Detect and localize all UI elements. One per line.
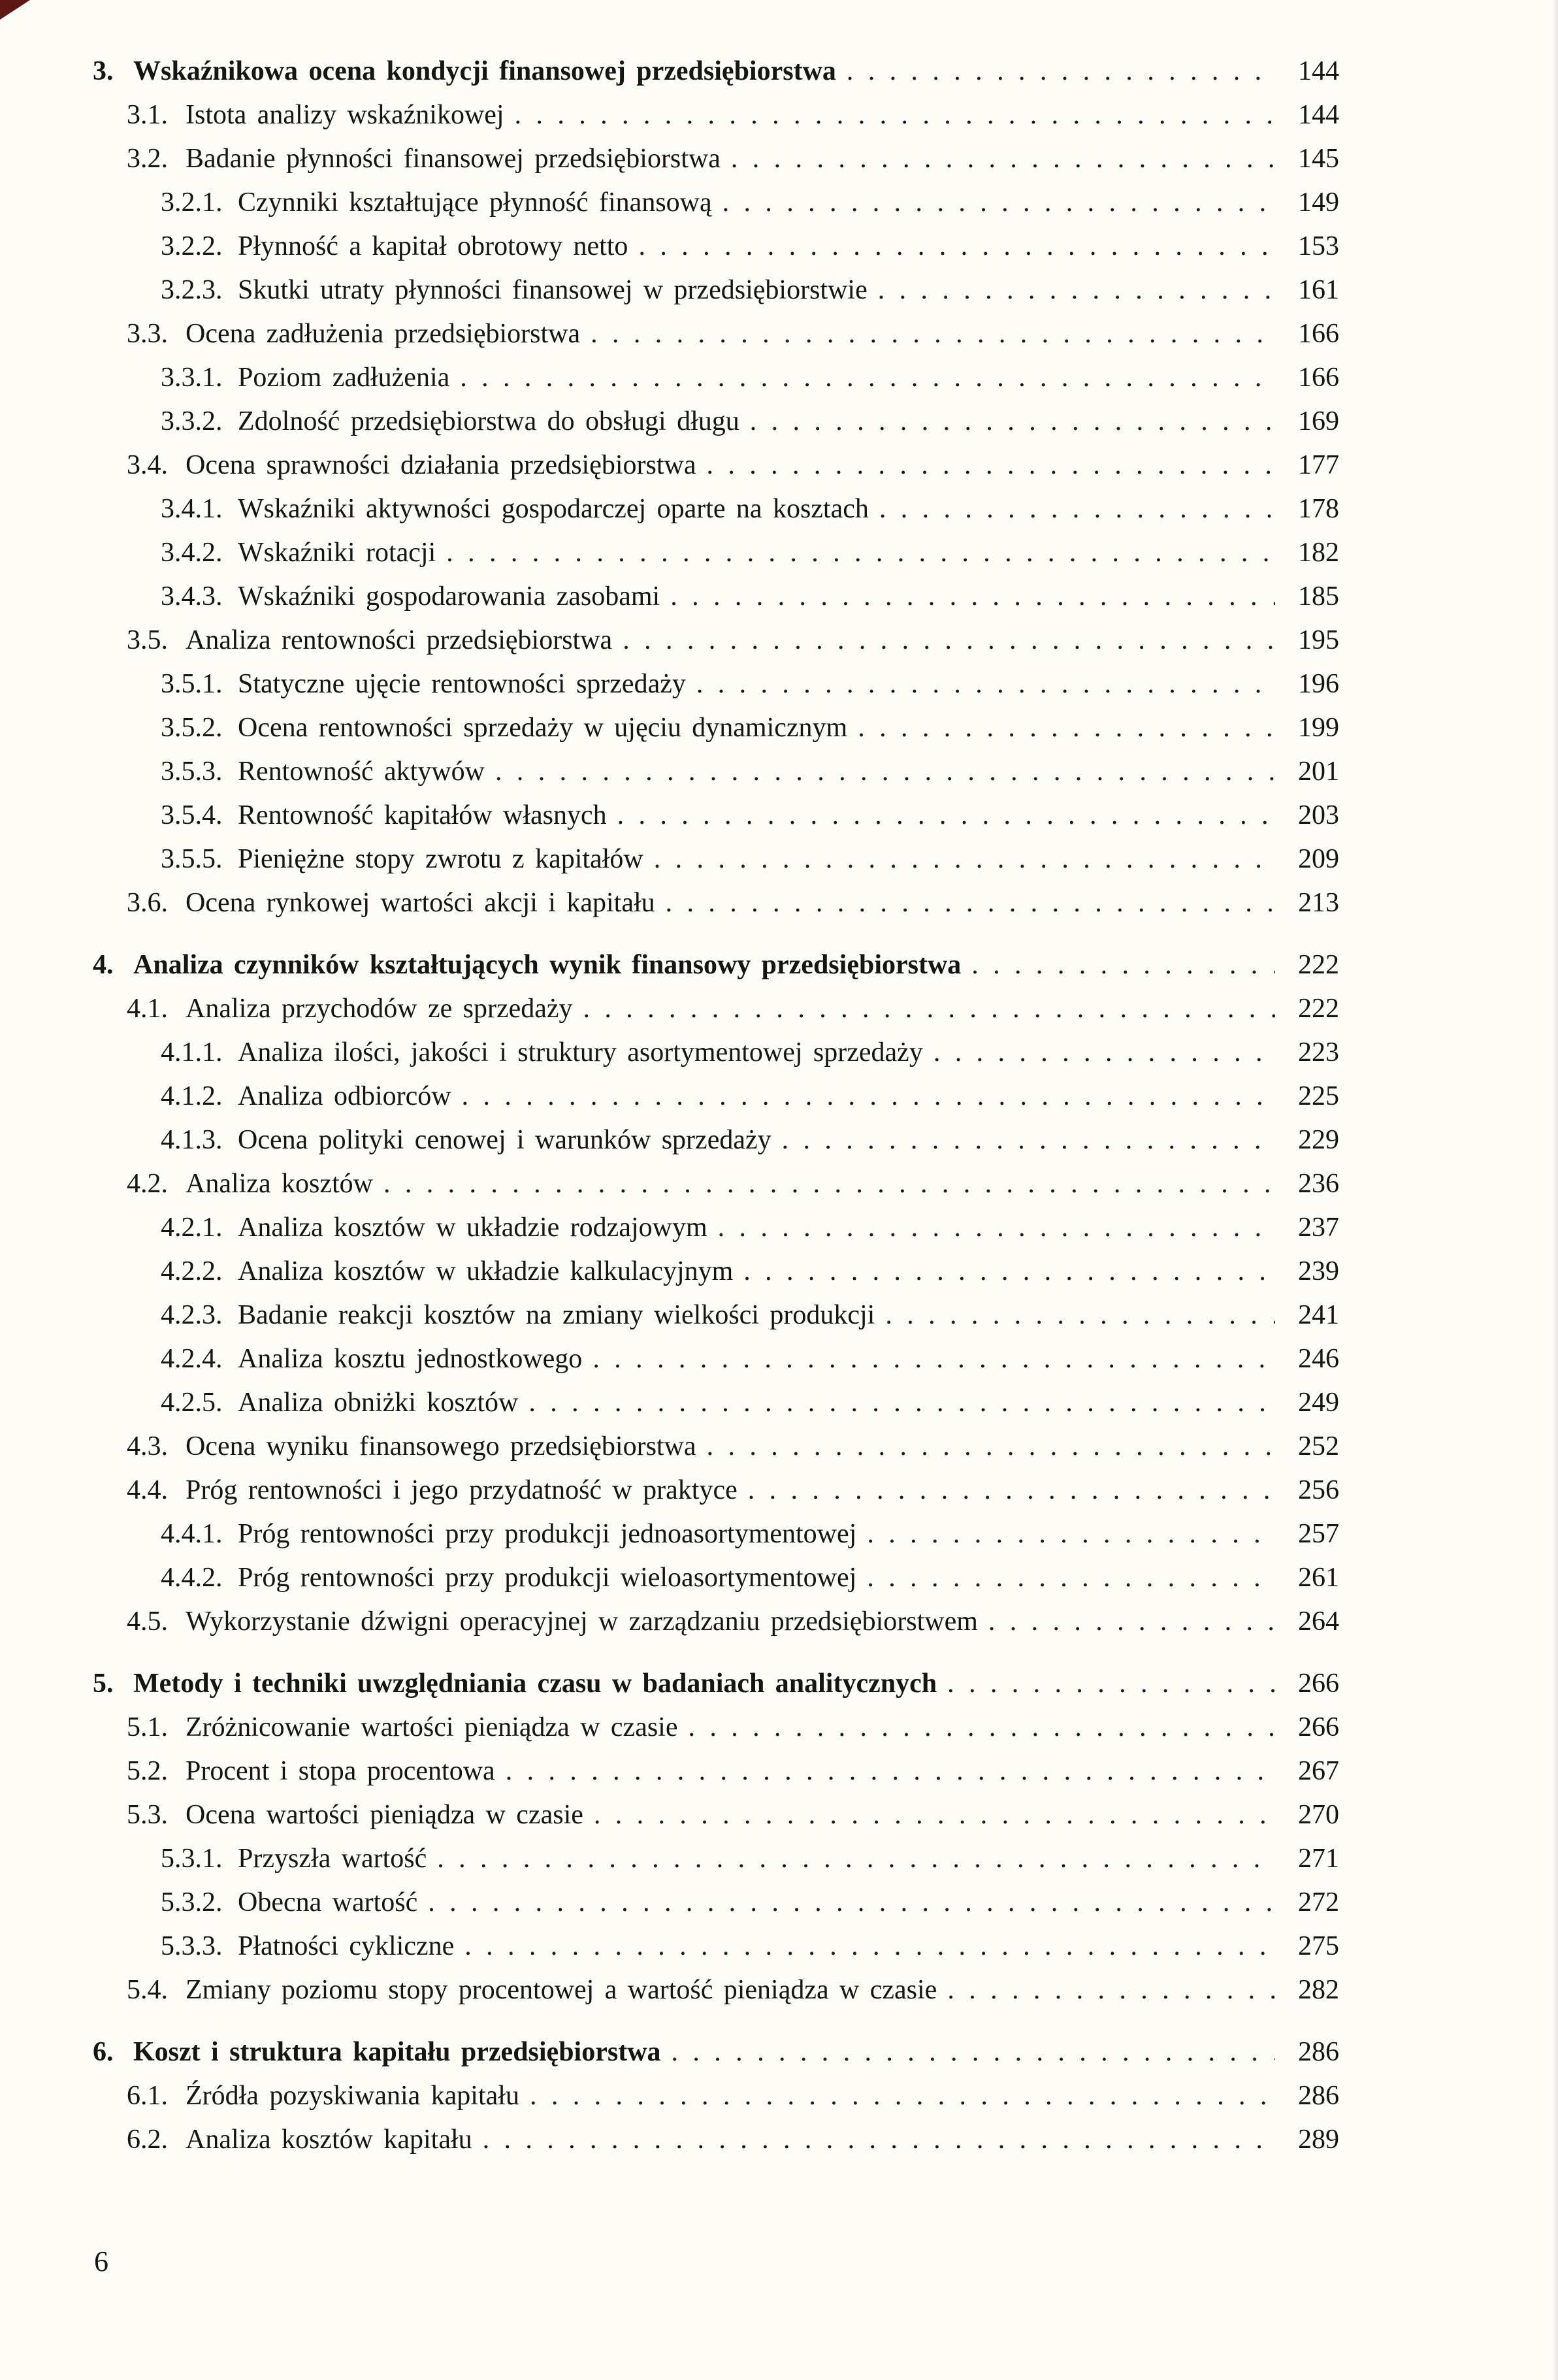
dot-leader bbox=[460, 356, 1275, 400]
dot-leader bbox=[947, 1662, 1275, 1706]
dot-leader bbox=[731, 137, 1275, 181]
entry-page: 222 bbox=[1298, 994, 1339, 1024]
entry-number: 4. bbox=[93, 950, 114, 980]
toc-entry bbox=[93, 1881, 1339, 1925]
entry-number: 4.4.1. bbox=[161, 1519, 223, 1549]
entry-page: 236 bbox=[1298, 1169, 1339, 1199]
entry-number: 4.3. bbox=[127, 1431, 168, 1461]
toc-entry bbox=[93, 794, 1339, 838]
toc-entry bbox=[93, 1968, 1339, 2012]
dot-leader bbox=[885, 1294, 1275, 1337]
entry-page: 195 bbox=[1298, 625, 1339, 655]
entry-page: 249 bbox=[1298, 1388, 1339, 1418]
entry-page: 185 bbox=[1298, 581, 1339, 611]
toc-entry bbox=[93, 1162, 1339, 1206]
entry-title: Metody i techniki uwzględniania czasu w badaniach analitycznych bbox=[133, 1669, 937, 1699]
dot-leader bbox=[672, 2030, 1275, 2074]
dot-leader bbox=[617, 794, 1275, 838]
toc-entry bbox=[93, 487, 1339, 531]
toc-entry bbox=[93, 1381, 1339, 1425]
entry-page: 257 bbox=[1298, 1519, 1339, 1549]
entry-page: 201 bbox=[1298, 757, 1339, 787]
entry-page: 229 bbox=[1298, 1125, 1339, 1155]
entry-title: Koszt i struktura kapitału przedsiębiorstwa bbox=[133, 2037, 661, 2067]
dot-leader bbox=[867, 1556, 1275, 1600]
entry-title: Analiza przychodów ze sprzedaży bbox=[186, 994, 573, 1024]
dot-leader bbox=[743, 1250, 1275, 1294]
entry-page: 169 bbox=[1298, 406, 1339, 436]
entry-title: Analiza kosztu jednostkowego bbox=[238, 1344, 583, 1374]
toc-entry bbox=[93, 706, 1339, 750]
dot-leader bbox=[594, 1793, 1275, 1837]
entry-number: 3.3.2. bbox=[161, 406, 223, 436]
entry-number: 4.2.1. bbox=[161, 1213, 223, 1243]
entry-page: 223 bbox=[1298, 1037, 1339, 1068]
toc-entry bbox=[93, 838, 1339, 881]
entry-page: 203 bbox=[1298, 800, 1339, 830]
entry-title: Procent i stopa procentowa bbox=[186, 1756, 495, 1786]
entry-title: Próg rentowności przy produkcji wieloasortymentowej bbox=[238, 1563, 857, 1593]
entry-page: 145 bbox=[1298, 144, 1339, 174]
entry-number: 3.4.1. bbox=[161, 494, 223, 524]
dot-leader bbox=[782, 1118, 1275, 1162]
entry-number: 5.4. bbox=[127, 1975, 168, 2005]
dot-leader bbox=[878, 269, 1275, 312]
entry-title: Analiza obniżki kosztów bbox=[238, 1388, 519, 1418]
entry-title: Ocena zadłużenia przedsiębiorstwa bbox=[186, 319, 581, 349]
entry-title: Ocena rynkowej wartości akcji i kapitału bbox=[186, 888, 655, 918]
entry-page: 252 bbox=[1298, 1431, 1339, 1461]
dot-leader bbox=[528, 1381, 1275, 1425]
dot-leader bbox=[483, 2118, 1275, 2162]
entry-number: 5.3.1. bbox=[161, 1844, 223, 1874]
dot-leader bbox=[666, 881, 1275, 925]
entry-title: Ocena rentowności sprzedaży w ujęciu dynamicznym bbox=[238, 713, 848, 743]
dot-leader bbox=[383, 1162, 1275, 1206]
dot-leader bbox=[722, 181, 1275, 225]
toc-entry bbox=[93, 881, 1339, 925]
entry-page: 270 bbox=[1298, 1800, 1339, 1830]
toc-entry bbox=[93, 619, 1339, 662]
entry-number: 3.5.4. bbox=[161, 800, 223, 830]
entry-number: 6.1. bbox=[127, 2081, 168, 2111]
toc-entry bbox=[93, 1600, 1339, 1644]
entry-page: 225 bbox=[1298, 1081, 1339, 1111]
entry-title: Wskaźniki gospodarowania zasobami bbox=[238, 581, 660, 611]
entry-title: Statyczne ujęcie rentowności sprzedaży bbox=[238, 669, 686, 699]
entry-title: Badanie reakcji kosztów na zmiany wielkości produkcji bbox=[238, 1300, 875, 1330]
entry-title: Ocena wyniku finansowego przedsiębiorstwa bbox=[186, 1431, 696, 1461]
toc-entry bbox=[93, 1118, 1339, 1162]
entry-title: Analiza kosztów bbox=[186, 1169, 373, 1199]
entry-page: 222 bbox=[1298, 950, 1339, 980]
dot-leader bbox=[495, 750, 1275, 794]
toc-entry bbox=[93, 1031, 1339, 1075]
entry-page: 199 bbox=[1298, 713, 1339, 743]
entry-number: 6.2. bbox=[127, 2125, 168, 2155]
entry-title: Zdolność przedsiębiorstwa do obsługi długu bbox=[238, 406, 739, 436]
entry-page: 286 bbox=[1298, 2081, 1339, 2111]
entry-page: 153 bbox=[1298, 231, 1339, 261]
entry-page: 256 bbox=[1298, 1475, 1339, 1505]
entry-title: Próg rentowności i jego przydatność w praktyce bbox=[186, 1475, 738, 1505]
toc-entry bbox=[93, 93, 1339, 137]
dot-leader bbox=[696, 662, 1275, 706]
dot-leader bbox=[428, 1881, 1275, 1925]
entry-page: 241 bbox=[1298, 1300, 1339, 1330]
toc-entry bbox=[93, 1793, 1339, 1837]
toc-entry bbox=[93, 1294, 1339, 1337]
entry-page: 264 bbox=[1298, 1606, 1339, 1637]
entry-title: Ocena sprawności działania przedsiębiorstwa bbox=[186, 450, 696, 480]
entry-number: 6. bbox=[93, 2037, 114, 2067]
entry-page: 267 bbox=[1298, 1756, 1339, 1786]
entry-title: Analiza czynników kształtujących wynik finansowy przedsiębiorstwa bbox=[133, 950, 962, 980]
entry-number: 3.5.5. bbox=[161, 844, 223, 874]
entry-number: 3.5.1. bbox=[161, 669, 223, 699]
entry-number: 3.4.2. bbox=[161, 538, 223, 568]
entry-title: Ocena wartości pieniądza w czasie bbox=[186, 1800, 583, 1830]
toc-entry bbox=[93, 750, 1339, 794]
entry-page: 149 bbox=[1298, 187, 1339, 218]
toc-entry bbox=[93, 1512, 1339, 1556]
toc-entry bbox=[93, 531, 1339, 575]
dot-leader bbox=[947, 1968, 1275, 2012]
entry-page: 196 bbox=[1298, 669, 1339, 699]
entry-title: Wskaźniki aktywności gospodarczej oparte na kosztach bbox=[238, 494, 869, 524]
dot-leader bbox=[847, 50, 1275, 93]
dot-leader bbox=[464, 1925, 1275, 1968]
entry-page: 144 bbox=[1298, 100, 1339, 130]
dot-leader bbox=[748, 1469, 1275, 1512]
toc-entry bbox=[93, 2074, 1339, 2118]
toc-entry bbox=[93, 987, 1339, 1031]
toc-entry bbox=[93, 356, 1339, 400]
entry-title: Analiza rentowności przedsiębiorstwa bbox=[186, 625, 613, 655]
page-number-footer: 6 bbox=[94, 2245, 108, 2277]
entry-number: 5.1. bbox=[127, 1712, 168, 1742]
entry-number: 4.4. bbox=[127, 1475, 168, 1505]
toc-entry bbox=[93, 2030, 1339, 2074]
entry-title: Rentowność kapitałów własnych bbox=[238, 800, 607, 830]
entry-number: 4.1.3. bbox=[161, 1125, 223, 1155]
entry-number: 3.3.1. bbox=[161, 363, 223, 393]
entry-title: Analiza ilości, jakości i struktury asortymentowej sprzedaży bbox=[238, 1037, 923, 1068]
entry-page: 266 bbox=[1298, 1669, 1339, 1699]
toc-entry bbox=[93, 269, 1339, 312]
entry-title: Analiza odbiorców bbox=[238, 1081, 451, 1111]
entry-title: Poziom zadłużenia bbox=[238, 363, 450, 393]
toc-entry bbox=[93, 137, 1339, 181]
dot-leader bbox=[689, 1706, 1276, 1750]
entry-number: 4.2.4. bbox=[161, 1344, 223, 1374]
entry-page: 166 bbox=[1298, 363, 1339, 393]
dot-leader bbox=[437, 1837, 1275, 1881]
toc-entry bbox=[93, 1075, 1339, 1118]
dot-leader bbox=[670, 575, 1275, 619]
dot-leader bbox=[515, 93, 1275, 137]
entry-page: 177 bbox=[1298, 450, 1339, 480]
entry-title: Wykorzystanie dźwigni operacyjnej w zarządzaniu przedsiębiorstwem bbox=[186, 1606, 978, 1637]
entry-title: Skutki utraty płynności finansowej w przedsiębiorstwie bbox=[238, 275, 868, 305]
entry-title: Wskaźniki rotacji bbox=[238, 538, 436, 568]
entry-number: 4.2. bbox=[127, 1169, 168, 1199]
entry-number: 3.2.3. bbox=[161, 275, 223, 305]
entry-page: 161 bbox=[1298, 275, 1339, 305]
entry-page: 266 bbox=[1298, 1712, 1339, 1742]
entry-number: 5.2. bbox=[127, 1756, 168, 1786]
entry-number: 4.2.2. bbox=[161, 1256, 223, 1286]
dot-leader bbox=[718, 1206, 1275, 1250]
toc-entry bbox=[93, 2118, 1339, 2162]
dot-leader bbox=[530, 2074, 1275, 2118]
entry-page: 286 bbox=[1298, 2037, 1339, 2067]
toc-entry bbox=[93, 225, 1339, 269]
dot-leader bbox=[654, 838, 1275, 881]
toc-entry bbox=[93, 943, 1339, 987]
entry-title: Próg rentowności przy produkcji jednoasortymentowej bbox=[238, 1519, 857, 1549]
dot-leader bbox=[446, 531, 1275, 575]
toc-entry bbox=[93, 1706, 1339, 1750]
toc-entry bbox=[93, 400, 1339, 444]
entry-title: Rentowność aktywów bbox=[238, 757, 485, 787]
entry-title: Badanie płynności finansowej przedsiębiorstwa bbox=[186, 144, 721, 174]
toc-entry bbox=[93, 181, 1339, 225]
entry-title: Zmiany poziomu stopy procentowej a wartość pieniądza w czasie bbox=[186, 1975, 937, 2005]
dot-leader bbox=[462, 1075, 1275, 1118]
entry-title: Ocena polityki cenowej i warunków sprzedaży bbox=[238, 1125, 771, 1155]
entry-number: 4.4.2. bbox=[161, 1563, 223, 1593]
entry-title: Źródła pozyskiwania kapitału bbox=[186, 2081, 519, 2111]
toc-entry bbox=[93, 1206, 1339, 1250]
entry-number: 3.6. bbox=[127, 888, 168, 918]
entry-number: 3.5. bbox=[127, 625, 168, 655]
dot-leader bbox=[750, 400, 1275, 444]
dot-leader bbox=[988, 1600, 1275, 1644]
entry-number: 4.5. bbox=[127, 1606, 168, 1637]
entry-number: 3.2.1. bbox=[161, 187, 223, 218]
toc-entry bbox=[93, 1425, 1339, 1469]
toc-entry bbox=[93, 1925, 1339, 1968]
entry-number: 5.3.2. bbox=[161, 1887, 223, 1917]
entry-page: 271 bbox=[1298, 1844, 1339, 1874]
entry-title: Pieniężne stopy zwrotu z kapitałów bbox=[238, 844, 643, 874]
toc-entry bbox=[93, 50, 1339, 93]
entry-number: 3.2.2. bbox=[161, 231, 223, 261]
entry-number: 3. bbox=[93, 56, 114, 86]
entry-page: 282 bbox=[1298, 1975, 1339, 2005]
toc-entry bbox=[93, 1250, 1339, 1294]
entry-number: 3.5.3. bbox=[161, 757, 223, 787]
entry-page: 209 bbox=[1298, 844, 1339, 874]
toc-entry bbox=[93, 1750, 1339, 1793]
entry-title: Obecna wartość bbox=[238, 1887, 418, 1917]
dot-leader bbox=[591, 312, 1275, 356]
dot-leader bbox=[592, 1337, 1275, 1381]
entry-number: 4.2.5. bbox=[161, 1388, 223, 1418]
entry-number: 3.5.2. bbox=[161, 713, 223, 743]
entry-number: 5.3.3. bbox=[161, 1931, 223, 1961]
entry-number: 4.1. bbox=[127, 994, 168, 1024]
entry-page: 289 bbox=[1298, 2125, 1339, 2155]
entry-title: Przyszła wartość bbox=[238, 1844, 427, 1874]
entry-number: 4.2.3. bbox=[161, 1300, 223, 1330]
toc-entry bbox=[93, 575, 1339, 619]
dot-leader bbox=[879, 487, 1275, 531]
toc-entry bbox=[93, 1837, 1339, 1881]
entry-number: 4.1.1. bbox=[161, 1037, 223, 1068]
toc-list bbox=[93, 50, 1339, 2162]
entry-page: 246 bbox=[1298, 1344, 1339, 1374]
dot-leader bbox=[867, 1512, 1275, 1556]
entry-number: 5.3. bbox=[127, 1800, 168, 1830]
entry-page: 237 bbox=[1298, 1213, 1339, 1243]
entry-number: 5. bbox=[93, 1669, 114, 1699]
entry-page: 239 bbox=[1298, 1256, 1339, 1286]
entry-number: 4.1.2. bbox=[161, 1081, 223, 1111]
dot-leader bbox=[707, 444, 1276, 487]
entry-title: Czynniki kształtujące płynność finansową bbox=[238, 187, 712, 218]
entry-page: 261 bbox=[1298, 1563, 1339, 1593]
dot-leader bbox=[933, 1031, 1275, 1075]
scan-corner-artifact bbox=[0, 0, 30, 20]
entry-title: Analiza kosztów w układzie kalkulacyjnym bbox=[238, 1256, 734, 1286]
dot-leader bbox=[971, 943, 1275, 987]
entry-title: Istota analizy wskaźnikowej bbox=[186, 100, 504, 130]
toc-entry bbox=[93, 444, 1339, 487]
entry-title: Zróżnicowanie wartości pieniądza w czasie bbox=[186, 1712, 678, 1742]
entry-number: 3.2. bbox=[127, 144, 168, 174]
entry-number: 3.4. bbox=[127, 450, 168, 480]
entry-page: 213 bbox=[1298, 888, 1339, 918]
entry-page: 182 bbox=[1298, 538, 1339, 568]
entry-title: Płynność a kapitał obrotowy netto bbox=[238, 231, 628, 261]
toc-entry bbox=[93, 1469, 1339, 1512]
entry-number: 3.4.3. bbox=[161, 581, 223, 611]
entry-title: Płatności cykliczne bbox=[238, 1931, 455, 1961]
toc-entry bbox=[93, 1556, 1339, 1600]
entry-title: Analiza kosztów kapitału bbox=[186, 2125, 472, 2155]
dot-leader bbox=[707, 1425, 1275, 1469]
page-edge-shadow bbox=[1553, 0, 1558, 2380]
dot-leader bbox=[858, 706, 1275, 750]
entry-number: 3.1. bbox=[127, 100, 168, 130]
entry-title: Wskaźnikowa ocena kondycji finansowej przedsiębiorstwa bbox=[133, 56, 836, 86]
dot-leader bbox=[506, 1750, 1275, 1793]
toc-entry bbox=[93, 312, 1339, 356]
entry-page: 178 bbox=[1298, 494, 1339, 524]
entry-page: 272 bbox=[1298, 1887, 1339, 1917]
toc-entry bbox=[93, 662, 1339, 706]
dot-leader bbox=[583, 987, 1275, 1031]
entry-page: 275 bbox=[1298, 1931, 1339, 1961]
toc-entry bbox=[93, 1337, 1339, 1381]
entry-title: Analiza kosztów w układzie rodzajowym bbox=[238, 1213, 707, 1243]
entry-number: 3.3. bbox=[127, 319, 168, 349]
dot-leader bbox=[623, 619, 1275, 662]
dot-leader bbox=[638, 225, 1275, 269]
entry-page: 166 bbox=[1298, 319, 1339, 349]
toc-entry bbox=[93, 1662, 1339, 1706]
entry-page: 144 bbox=[1298, 56, 1339, 86]
